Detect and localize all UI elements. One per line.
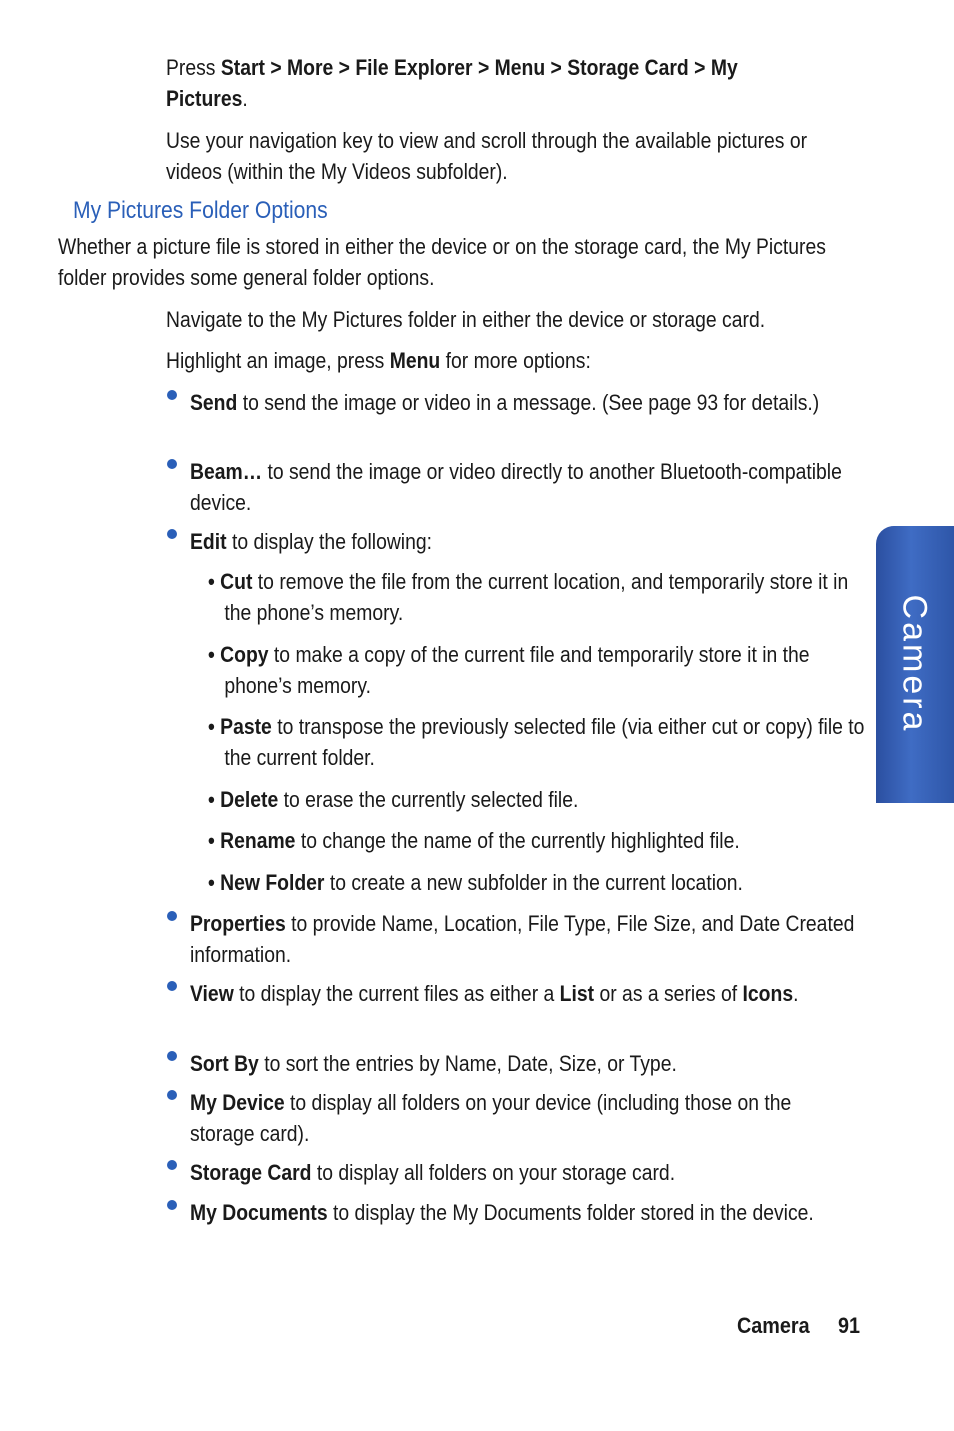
option-term: Edit: [190, 529, 227, 554]
option-beam: [190, 456, 861, 518]
option-desc: to display the My Documents folder stored in the device.: [333, 1200, 814, 1225]
edit-sub-copy: [208, 639, 878, 701]
nav-step-file-explorer: File Explorer: [355, 55, 473, 80]
sub-desc: to erase the currently selected file.: [283, 787, 579, 812]
sub-bullet: •: [208, 569, 221, 594]
intro-paragraph: Use your navigation key to view and scroll through the available pictures or videos (within the My Videos subfolder).: [166, 128, 808, 184]
nav-sep: >: [270, 55, 282, 80]
nav-sep: >: [477, 55, 490, 80]
bullet-icon: [167, 1160, 177, 1170]
sub-term: Paste: [220, 714, 272, 739]
nav-step-more: More: [287, 55, 334, 80]
nav-step-my-pictures: My Pictures: [166, 55, 738, 111]
option-term: My Documents: [190, 1200, 328, 1225]
nav-step-storage-card: Storage Card: [567, 55, 689, 80]
bullet-icon: [167, 1200, 177, 1210]
sub-bullet: •: [208, 828, 221, 853]
option-desc: or as a series of: [599, 981, 738, 1006]
bullet-icon: [167, 1090, 177, 1100]
step-highlight-pre: Highlight an image, press: [166, 348, 385, 373]
section-paragraph: Whether a picture file is stored in either the device or on the storage card, the My Pictures folder provides some general folder options.: [58, 234, 826, 290]
nav-step-start: Start: [220, 55, 265, 80]
option-end: .: [793, 981, 799, 1006]
sub-term: Copy: [220, 642, 269, 667]
option-desc: to send the image or video in a message. (See page 93 for details.): [242, 390, 820, 415]
nav-path-paragraph: [166, 52, 811, 114]
sub-desc: to make a copy of the current file and temporarily store it in the phone’s memory.: [224, 642, 810, 698]
step-highlight-key: Menu: [389, 348, 441, 373]
option-term: Sort By: [190, 1051, 259, 1076]
sub-term: New Folder: [220, 870, 325, 895]
bullet-icon: [167, 459, 177, 469]
nav-sep: >: [550, 55, 562, 80]
option-desc: to display all folders on your device (including those on the storage card).: [190, 1090, 792, 1146]
option-term: Storage Card: [190, 1160, 312, 1185]
edit-sub-new-folder: [208, 867, 862, 898]
sub-bullet: •: [208, 870, 221, 895]
option-desc: to send the image or video directly to another Bluetooth-compatible device.: [190, 459, 842, 515]
option-view: [190, 978, 861, 1009]
option-term-icons: Icons: [742, 981, 794, 1006]
sub-desc: to remove the file from the current location, and temporarily store it in the phone’s memory.: [224, 569, 849, 625]
option-term: Beam…: [190, 459, 263, 484]
option-desc: to display all folders on your storage card.: [316, 1160, 676, 1185]
nav-sep: >: [338, 55, 350, 80]
bullet-icon: [167, 981, 177, 991]
edit-sub-rename: [208, 825, 862, 856]
bullet-icon: [167, 911, 177, 921]
option-storage-card: [190, 1157, 861, 1188]
option-desc: to sort the entries by Name, Date, Size, or Type.: [264, 1051, 677, 1076]
option-sort-by: [190, 1048, 861, 1079]
option-edit: [190, 526, 861, 557]
sub-term: Rename: [220, 828, 296, 853]
option-send: [190, 387, 861, 418]
option-term-list: List: [559, 981, 595, 1006]
step-highlight-post: for more options:: [445, 348, 591, 373]
option-desc: to display the current files as either a: [239, 981, 555, 1006]
section-title: My Pictures Folder Options: [73, 197, 328, 224]
sub-desc: to create a new subfolder in the current location.: [329, 870, 743, 895]
sub-bullet: •: [208, 714, 221, 739]
sub-desc: to change the name of the currently highlighted file.: [300, 828, 740, 853]
option-desc: to display the following:: [231, 529, 433, 554]
step-highlight: [166, 345, 880, 376]
option-term: View: [190, 981, 234, 1006]
nav-step-menu: Menu: [494, 55, 546, 80]
nav-end: .: [242, 86, 248, 111]
option-desc: to provide Name, Location, File Type, File Size, and Date Created information.: [190, 911, 855, 967]
chapter-side-tab-label: Camera: [895, 594, 934, 734]
nav-sep: >: [694, 55, 706, 80]
nav-prefix: Press: [166, 55, 216, 80]
step-navigate: Navigate to the My Pictures folder in either the device or storage card.: [166, 307, 766, 332]
footer-section: Camera: [737, 1313, 810, 1338]
option-term: Properties: [190, 911, 286, 936]
sub-desc: to transpose the previously selected file (via either cut or copy) file to the current folder.: [224, 714, 865, 770]
sub-term: Cut: [220, 569, 253, 594]
edit-sub-cut: [208, 566, 878, 628]
bullet-icon: [167, 529, 177, 539]
sub-bullet: •: [208, 787, 221, 812]
option-properties: [190, 908, 861, 970]
option-my-device: [190, 1087, 861, 1149]
footer-page-number: 91: [838, 1313, 861, 1338]
edit-sub-delete: [208, 784, 862, 815]
sub-term: Delete: [220, 787, 279, 812]
option-my-documents: [190, 1197, 861, 1228]
option-term: My Device: [190, 1090, 285, 1115]
bullet-icon: [167, 390, 177, 400]
sub-bullet: •: [208, 642, 221, 667]
bullet-icon: [167, 1051, 177, 1061]
option-term: Send: [190, 390, 238, 415]
edit-sub-paste: [208, 711, 878, 773]
